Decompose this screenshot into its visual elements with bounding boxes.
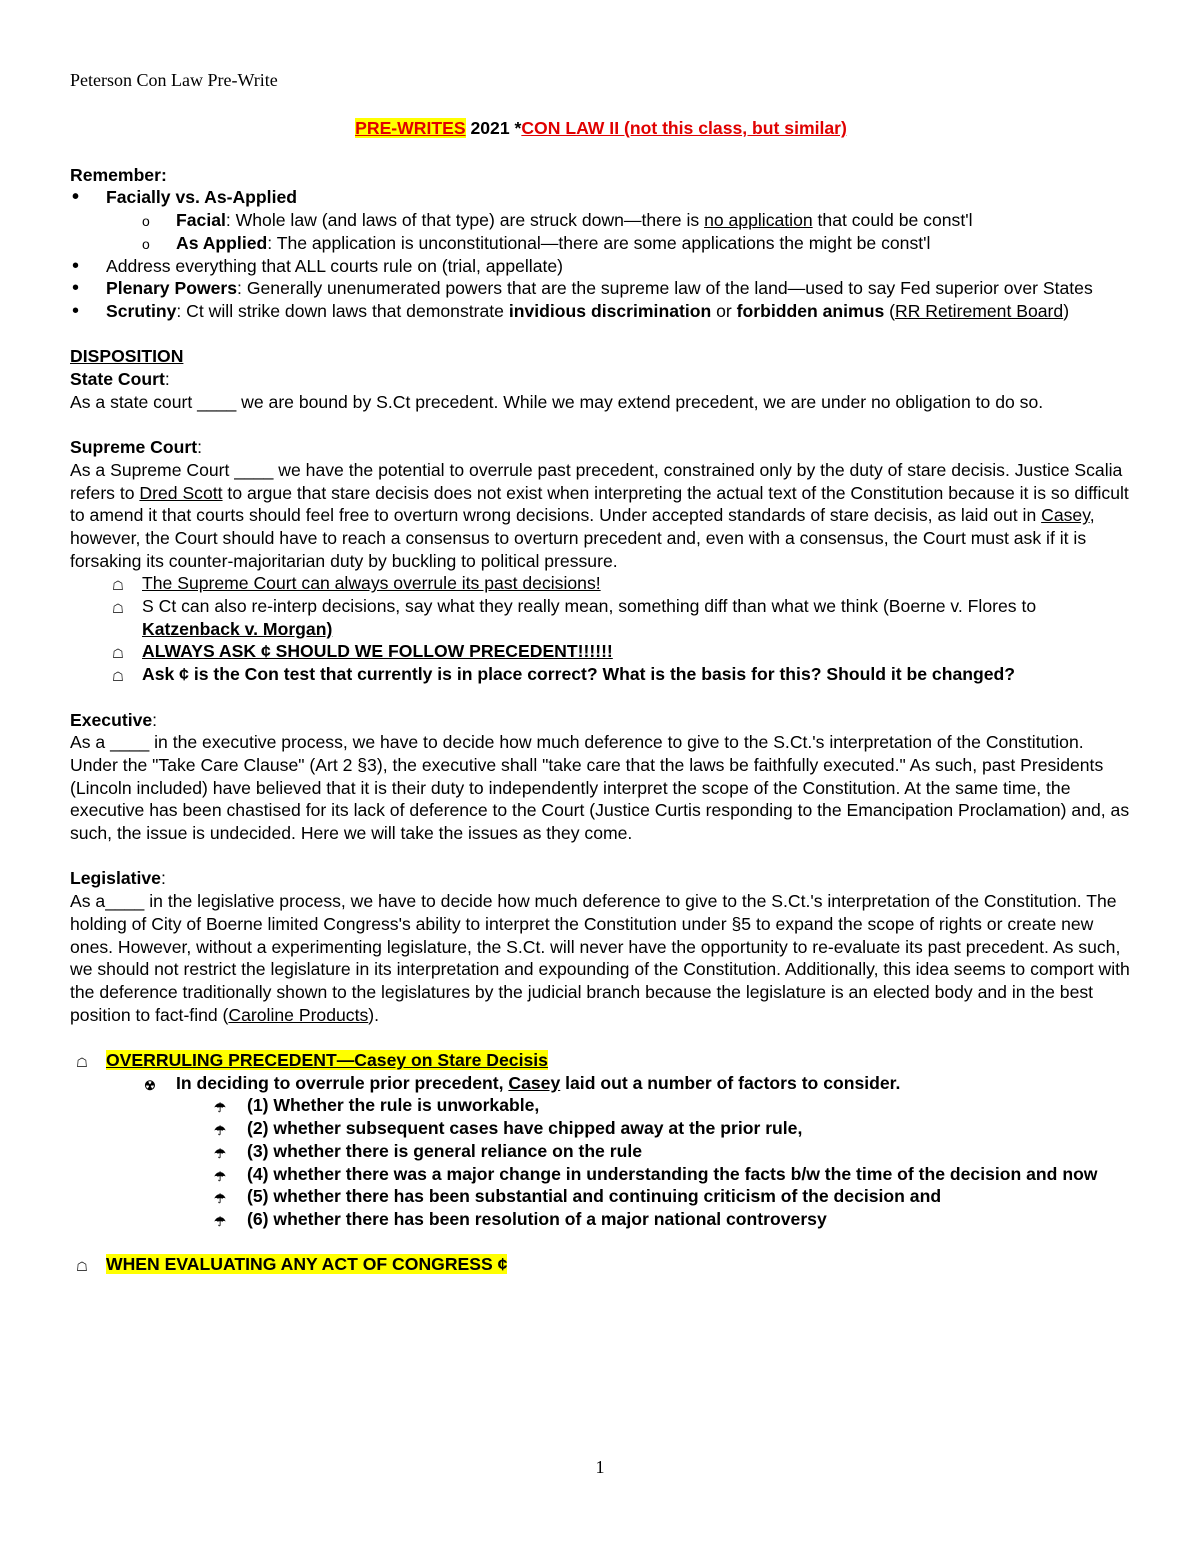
remember-list-cont (70, 255, 1132, 323)
casey-factors-list (70, 1094, 1132, 1230)
overruling-heading: OVERRULING PRECEDENT—Casey on Stare Decisis (106, 1050, 548, 1071)
remember-list (70, 186, 1132, 209)
umbrella-icon: ☂ (214, 1213, 226, 1229)
list-item: ☂ (4) whether there was a major change in understanding the facts b/w the time of the decision and now (70, 1163, 1132, 1186)
umbrella-icon: ☂ (214, 1168, 226, 1184)
title-year: 2021 * (465, 118, 522, 138)
document-bullet-icon: ☖ (112, 646, 124, 662)
list-item: • Scrutiny: Ct will strike down laws that demonstrate invidious discrimination or forbidden animus (RR Retirement Board) (70, 300, 1132, 323)
overruling-intro-list (70, 1072, 1132, 1095)
list-item: ☂ (2) whether subsequent cases have chipped away at the prior rule, (70, 1117, 1132, 1140)
list-item: ☂ (1) Whether the rule is unworkable, (70, 1094, 1132, 1117)
facial-list (70, 209, 1132, 254)
document-bullet-icon: ☖ (112, 669, 124, 685)
document-bullet-icon: ☖ (112, 578, 124, 594)
document-title (70, 117, 1132, 140)
supreme-court-heading: Supreme Court: (70, 437, 202, 458)
list-item: ☖ S Ct can also re-interp decisions, say what they really mean, something diff than what we think (Boerne v. Flores to Katzenback v. Morgan) (70, 595, 1132, 640)
umbrella-icon: ☂ (214, 1123, 226, 1139)
document-body (70, 113, 1132, 1276)
list-item: o Facial: Whole law (and laws of that type) are struck down—there is no application that could be const'l (70, 209, 1132, 232)
umbrella-bullet-icon: ☢ (144, 1077, 156, 1093)
umbrella-icon: ☂ (214, 1191, 226, 1207)
state-court-text: As a state court ____ we are bound by S.Ct precedent. While we may extend precedent, we are under no obligation to do so. (70, 391, 1044, 412)
list-item (70, 1049, 1132, 1072)
executive-heading: Executive: (70, 709, 158, 730)
list-item: ☂ (3) whether there is general reliance on the rule (70, 1140, 1132, 1163)
list-item: o As Applied: The application is unconstitutional—there are some applications the might be const'l (70, 232, 1132, 255)
title-course: CON LAW II (not this class, but similar) (521, 118, 847, 138)
remember-heading: Remember: (70, 164, 167, 185)
list-item: ☖ ALWAYS ASK ¢ SHOULD WE FOLLOW PRECEDENT!!!!!! (70, 640, 1132, 663)
list-item: ☖ Ask ¢ is the Con test that currently is in place correct? What is the basis for this? Should it be changed? (70, 663, 1132, 686)
evaluating-list (70, 1253, 1132, 1276)
title-prewrites: PRE-WRITES (355, 118, 466, 138)
evaluating-heading: WHEN EVALUATING ANY ACT OF CONGRESS ¢ (106, 1254, 508, 1275)
list-item: ☖ The Supreme Court can always overrule its past decisions! (70, 572, 1132, 595)
list-item (70, 1253, 1132, 1276)
list-item: • Address everything that ALL courts rule on (trial, appellate) (70, 255, 1132, 278)
overruling-list (70, 1049, 1132, 1072)
supreme-court-list (70, 572, 1132, 686)
legislative-text: As a____ in the legislative process, we have to decide how much deference to give to the S.Ct.'s interpretation of the Constitution. The holding of City of Boerne limited Congress's ability to interpret the Constitution under §5 to expand the scope of rights or create new ones. However, without a experimenting legislature, the S.Ct. will never have the opportunity to re-evaluate its past precedent. As such, we should not restrict the legislature in its interpretation and expounding of the Constitution. Additionally, this idea seems to comport with the deference traditionally shown to the legislatures by the judicial branch because the legislature is an elected body and in the best position to fact-find (Caroline Products). (70, 891, 1130, 1025)
supreme-court-text: As a Supreme Court ____ we have the potential to overrule past precedent, constrained only by the duty of stare decisis. Justice Scalia refers to Dred Scott to argue that stare decisis does not exist when interpreting the actual text of the Constitution because it is so difficult to amend it that courts should feel free to overturn wrong decisions. Under accepted standards of stare decisis, as laid out in Casey, however, the Court should have to reach a consensus to overturn precedent and, even with a consensus, the Court must ask if it is forsaking its counter-majoritarian duty by buckling to political pressure. (70, 459, 1129, 571)
umbrella-icon: ☂ (214, 1100, 226, 1116)
list-item: ☂ (6) whether there has been resolution of a major national controversy (70, 1208, 1132, 1231)
document-bullet-icon: ☖ (112, 601, 124, 617)
list-item: ☂ (5) whether there has been substantial and continuing criticism of the decision and (70, 1185, 1132, 1208)
umbrella-icon: ☂ (214, 1145, 226, 1161)
document-bullet-icon: ☖ (76, 1259, 88, 1275)
disposition-heading: DISPOSITION (70, 346, 184, 367)
state-court-heading: State Court: (70, 369, 170, 390)
executive-text: As a ____ in the executive process, we have to decide how much deference to give to the S.Ct.'s interpretation of the Constitution. Under the "Take Care Clause" (Art 2 §3), the executive shall "take care that the laws be faithfully executed." As such, past Presidents (Lincoln included) have believed that it is their duty to independently interpret the scope of the Constitution. At the same time, the executive has been chastised for its lack of deference to the Court (Justice Curtis responding to the Emancipation Proclamation) and, as such, the issue is undecided. Here we will take the issues as they come. (70, 732, 1130, 844)
list-item: • Plenary Powers: Generally unenumerated powers that are the supreme law of the land—used to say Fed superior over States (70, 277, 1132, 300)
page-header: Peterson Con Law Pre-Write (70, 70, 278, 90)
page-number: 1 (595, 1457, 605, 1477)
list-item: ☢ In deciding to overrule prior precedent, Casey laid out a number of factors to consider. (70, 1072, 1132, 1095)
list-item: • Facially vs. As-Applied (70, 186, 1132, 209)
legislative-heading: Legislative: (70, 868, 166, 889)
document-bullet-icon: ☖ (76, 1055, 88, 1071)
